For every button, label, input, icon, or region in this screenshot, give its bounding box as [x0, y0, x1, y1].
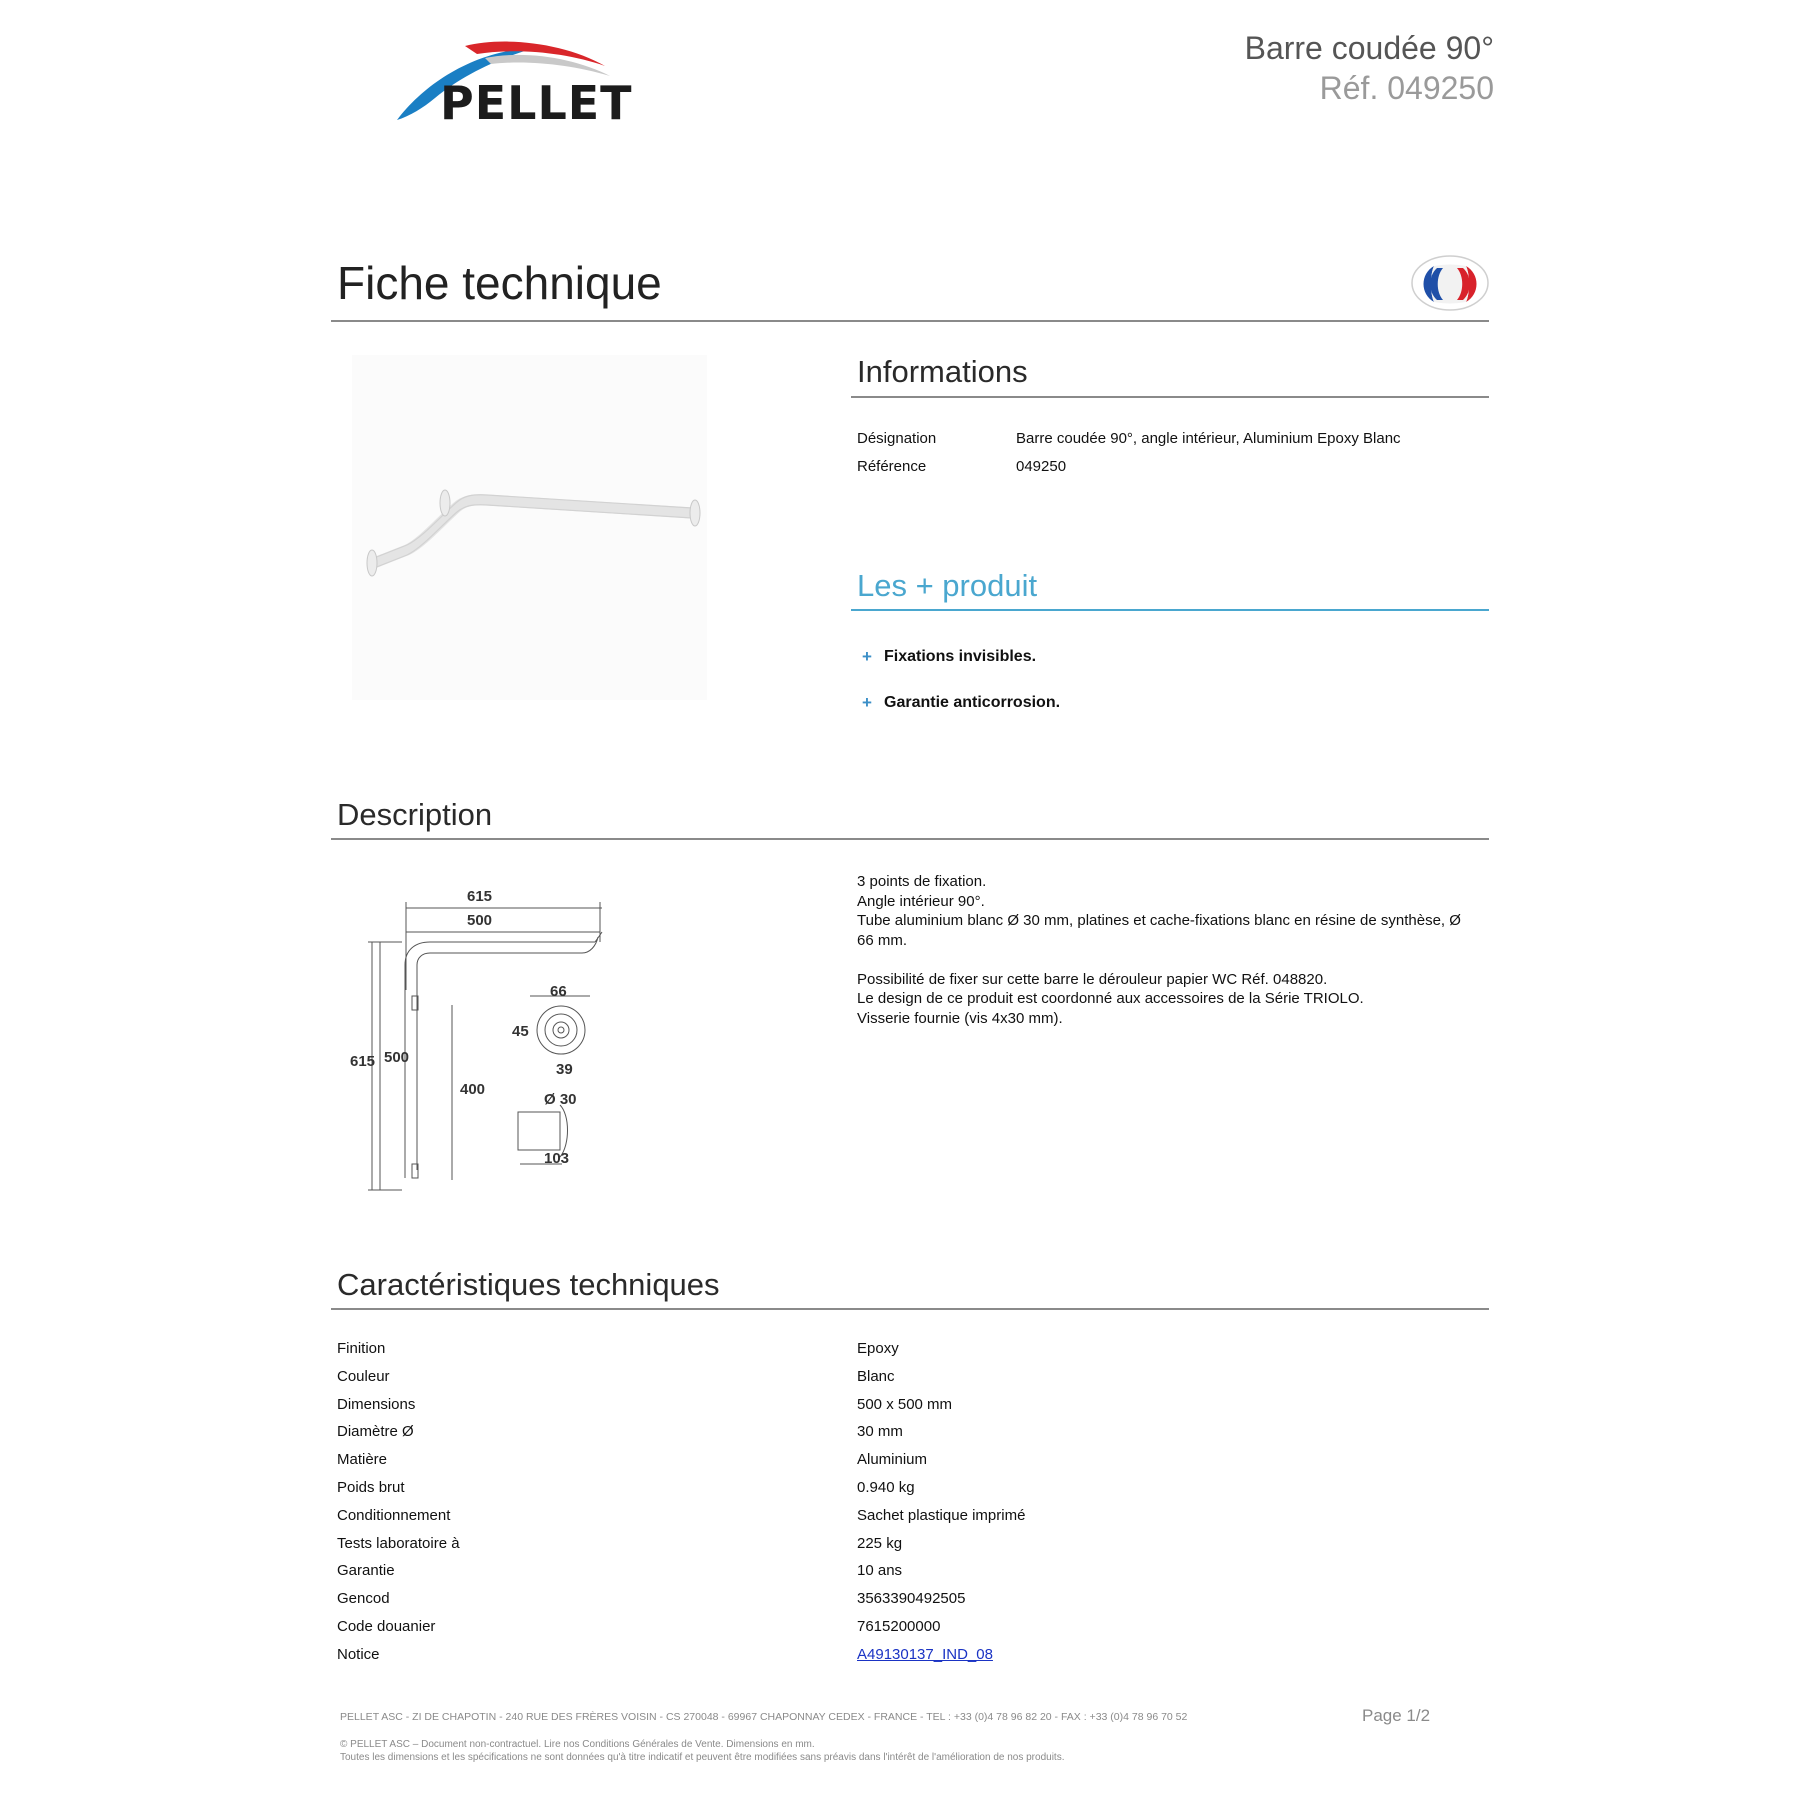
spec-label: Garantie — [337, 1562, 395, 1580]
spec-label: Code douanier — [337, 1618, 436, 1635]
description-line: Possibilité de fixer sur cette barre le dérouleur papier WC Réf. 048820. — [857, 970, 1328, 988]
spec-value: 225 kg — [857, 1534, 903, 1552]
plus-icon: + — [862, 647, 872, 666]
description-heading: Description — [337, 797, 493, 832]
spec-value: 3563390492505 — [857, 1590, 966, 1608]
spec-value: Aluminium — [857, 1451, 928, 1469]
informations-heading: Informations — [857, 354, 1028, 389]
dim-plate-offset: 39 — [556, 1061, 573, 1078]
page-number: Page 1/2 — [1362, 1706, 1431, 1725]
spec-value: 500 x 500 mm — [857, 1395, 953, 1413]
description-text — [857, 872, 1461, 1028]
spec-value: Blanc — [857, 1367, 895, 1385]
plus-icon: + — [862, 693, 872, 712]
info-value-designation: Barre coudée 90°, angle intérieur, Aluminium Epoxy Blanc — [1016, 430, 1401, 447]
dim-plate-diameter: 66 — [550, 983, 567, 1000]
spec-row — [337, 1423, 1487, 1451]
dim-left-inner: 500 — [384, 1049, 410, 1066]
spec-row — [337, 1618, 1487, 1646]
spec-row — [337, 1535, 1487, 1563]
spec-value: Sachet plastique imprimé — [857, 1506, 1026, 1524]
dim-tube-diameter: Ø 30 — [544, 1091, 577, 1108]
plus-produit-divider — [851, 609, 1489, 611]
info-value-reference: 049250 — [1016, 458, 1067, 475]
spec-label: Tests laboratoire à — [337, 1534, 460, 1552]
benefit-item: Fixations invisibles. — [884, 648, 1037, 665]
spec-label: Gencod — [337, 1590, 390, 1608]
spec-row — [337, 1479, 1487, 1507]
description-line: Angle intérieur 90°. — [857, 892, 985, 910]
french-flag-icon — [1410, 254, 1490, 312]
spec-value: 7615200000 — [857, 1618, 941, 1635]
description-line: 3 points de fixation. — [857, 873, 987, 890]
description-line: Le design de ce produit est coordonné aux accessoires de la Série TRIOLO. — [857, 990, 1364, 1007]
product-title: Barre coudée 90° — [1244, 30, 1494, 66]
spec-label: Poids brut — [337, 1479, 405, 1496]
spec-label: Dimensions — [337, 1395, 416, 1413]
title-divider — [331, 320, 1489, 322]
caracteristiques-heading: Caractéristiques techniques — [337, 1267, 720, 1302]
pellet-logo — [395, 38, 640, 128]
technical-drawing — [350, 880, 620, 1200]
spec-row — [337, 1396, 1487, 1424]
dim-top-inner: 500 — [467, 912, 493, 929]
spec-label: Finition — [337, 1340, 386, 1357]
grab-bar-image — [352, 355, 707, 700]
spec-label: Couleur — [337, 1367, 390, 1385]
spec-row — [337, 1368, 1487, 1396]
description-line: Tube aluminium blanc Ø 30 mm, platines et cache-fixations blanc en résine de synthèse, Ø — [857, 912, 1461, 929]
description-divider — [331, 838, 1489, 840]
fabrication-francaise-badge — [1410, 254, 1490, 312]
dim-left-total: 615 — [350, 1053, 376, 1070]
spec-value: 0.940 kg — [857, 1479, 915, 1496]
dim-left-lower: 400 — [460, 1081, 486, 1098]
brand-name: PELLET — [440, 76, 633, 130]
info-label-reference: Référence — [857, 458, 927, 475]
product-reference: Réf. 049250 — [1319, 70, 1494, 106]
dim-top-total: 615 — [467, 888, 493, 905]
product-photo — [352, 355, 707, 700]
description-line: 66 mm. — [857, 931, 908, 949]
spec-row — [337, 1646, 1487, 1674]
footer-legal — [340, 1738, 1064, 1764]
info-label-designation: Désignation — [857, 430, 937, 447]
plus-produit-heading: Les + produit — [857, 568, 1038, 603]
spec-row — [337, 1340, 1487, 1368]
spec-value: 10 ans — [857, 1562, 903, 1580]
spec-row — [337, 1562, 1487, 1590]
dim-projection: 103 — [544, 1150, 570, 1167]
description-line: Visserie fournie (vis 4x30 mm). — [857, 1009, 1063, 1027]
spec-label: Diamètre Ø — [337, 1423, 414, 1441]
description-spacer — [857, 950, 1461, 970]
spec-value: 30 mm — [857, 1423, 903, 1441]
benefit-item: Garantie anticorrosion. — [884, 694, 1061, 711]
footer-legal-line: © PELLET ASC – Document non-contractuel. Lire nos Conditions Générales de Vente. Dimensions en mm. — [340, 1739, 815, 1750]
spec-row — [337, 1590, 1487, 1618]
spec-label: Notice — [337, 1645, 380, 1663]
page-title: Fiche technique — [337, 257, 662, 309]
notice-link[interactable]: A49130137_IND_08 — [857, 1645, 993, 1663]
caracteristiques-divider — [331, 1308, 1489, 1310]
spec-row — [337, 1451, 1487, 1479]
spec-label: Conditionnement — [337, 1506, 451, 1524]
footer-legal-line: Toutes les dimensions et les spécifications ne sont données qu'à titre indicatif et peuvent être modifiées sans préavis dans l'intérêt de l'amélioration de nos produits. — [340, 1752, 1065, 1763]
footer-address: PELLET ASC - ZI DE CHAPOTIN - 240 RUE DES FRÈRES VOISIN - CS 270048 - 69967 CHAPONNAY CEDEX - FRANCE - TEL : +33 (0)4 78 96 82 20 - FAX : +33 (0)4 78 96 70 52 — [340, 1711, 1188, 1723]
informations-divider — [851, 396, 1489, 398]
spec-label: Matière — [337, 1451, 388, 1469]
spec-row — [337, 1507, 1487, 1535]
spec-value: Epoxy — [857, 1340, 899, 1357]
dim-plate-holes: 45 — [512, 1023, 529, 1040]
